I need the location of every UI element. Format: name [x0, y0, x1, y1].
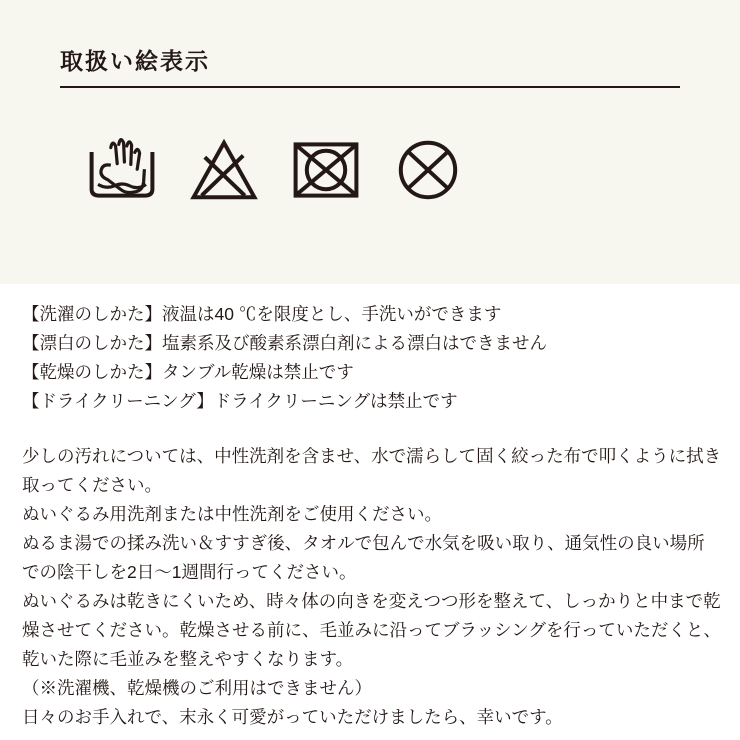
note-paragraph: 少しの汚れについては、中性洗剤を含ませ、水で濡らして固く絞った布で叩くように拭き取ってください。 [22, 446, 722, 495]
title-divider [60, 86, 680, 88]
note-paragraph: 日々のお手入れで、末永く可愛がっていただけましたら、幸いです。 [22, 707, 563, 727]
note-paragraph: ぬいぐるみは乾きにくいため、時々体の向きを変えつつ形を整えて、しっかりと中まで乾燥させてください。乾燥させる前に、毛並みに沿ってブラッシングを行っていただくと、乾いた際に毛並みを整えやすくなります。 [22, 591, 721, 669]
list-item: 【洗濯のしかた】液温は40 ℃を限度とし、手洗いができます [22, 304, 502, 324]
note-paragraph: （※洗濯機、乾燥機のご利用はできません） [22, 678, 372, 698]
symbols-panel [0, 0, 740, 284]
care-text-block [22, 300, 722, 732]
note-paragraph: ぬいぐるみ用洗剤または中性洗剤をご使用ください。 [22, 504, 442, 524]
note-paragraph: ぬるま湯での揉み洗い＆すすぎ後、タオルで包んで水気を吸い取り、通気性の良い場所での陰干しを2日〜1週間行ってください。 [22, 533, 705, 582]
care-notes [22, 442, 722, 732]
care-instruction-list [22, 300, 722, 416]
list-item: 【乾燥のしかた】タンブル乾燥は禁止です [22, 362, 354, 382]
no-bleach-symbol [184, 130, 264, 210]
no-dry-clean-symbol [388, 130, 468, 210]
no-tumble-dry-symbol [286, 130, 366, 210]
hand-wash-40-symbol [82, 130, 162, 210]
title-block [60, 48, 680, 88]
list-item: 【ドライクリーニング】ドライクリーニングは禁止です [22, 391, 458, 411]
list-item: 【漂白のしかた】塩素系及び酸素系漂白剤による漂白はできません [22, 333, 547, 353]
page-title: 取扱い絵表示 [60, 48, 210, 74]
care-symbol-row [82, 130, 468, 210]
